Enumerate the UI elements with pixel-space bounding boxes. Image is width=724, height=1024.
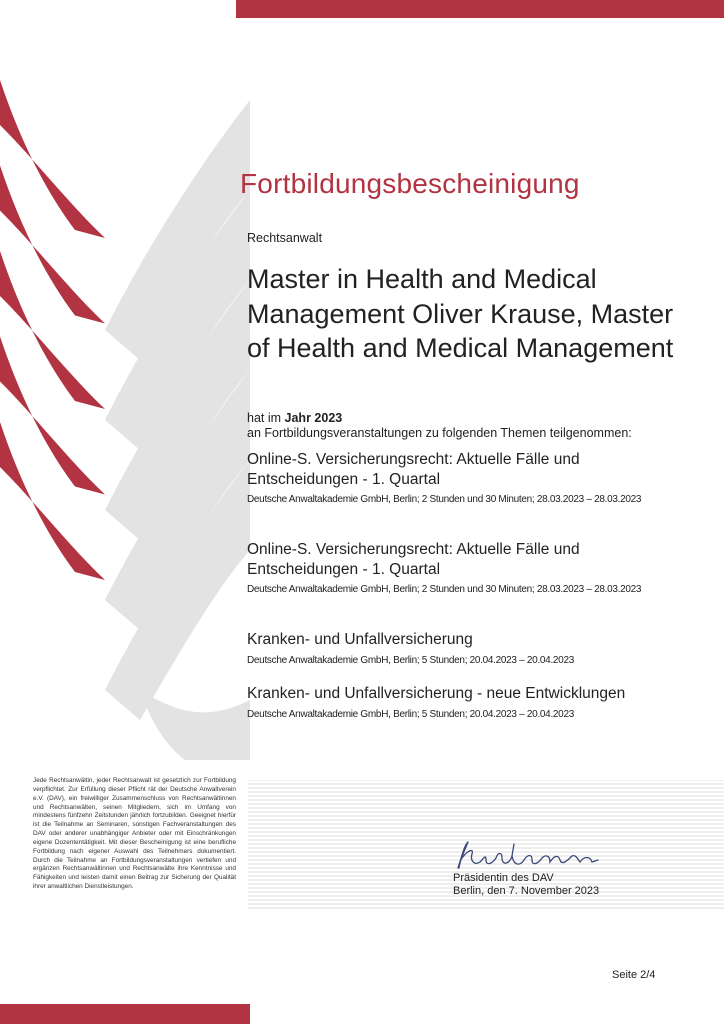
page-number: Seite 2/4 [612, 969, 656, 981]
course-item [247, 540, 677, 599]
course-item [247, 450, 677, 509]
signer-block [453, 872, 599, 898]
course-detail: Deutsche Anwaltakademie GmbH, Berlin; 5 Stunden; 20.04.2023 – 20.04.2023 [247, 654, 574, 666]
recipient-role: Rechtsanwalt [247, 231, 323, 245]
wave-decoration [0, 0, 250, 760]
course-detail: Deutsche Anwaltakademie GmbH, Berlin; 2 Stunden und 30 Minuten; 28.03.2023 – 28.03.2023 [247, 584, 642, 595]
bottom-accent-bar [0, 1004, 250, 1024]
grey-wave-band [140, 690, 250, 760]
place-date: Berlin, den 7. November 2023 [453, 885, 600, 897]
course-title: Kranken- und Unfallversicherung [247, 631, 473, 648]
recipient-name: Master in Health and Medical Management Oliver Krause, Master of Health and Medical Management [247, 264, 674, 363]
course-title: Online-S. Versicherungsrecht: Aktuelle Fälle und Entscheidungen - 1. Quartal [247, 451, 580, 488]
course-item [247, 630, 677, 670]
intro-text [247, 411, 632, 441]
course-title: Kranken- und Unfallversicherung - neue Entwicklungen [247, 685, 626, 702]
intro-line-2: an Fortbildungsveranstaltungen zu folgenden Themen teilgenommen: [247, 426, 632, 440]
handwritten-signature [450, 838, 610, 874]
document-title: Fortbildungsbescheinigung [240, 168, 580, 199]
intro-prefix: hat im [247, 411, 282, 425]
course-detail: Deutsche Anwaltakademie GmbH, Berlin; 5 Stunden; 20.04.2023 – 20.04.2023 [247, 708, 574, 720]
year-label: Jahr [284, 411, 311, 425]
top-accent-bar [236, 0, 724, 18]
course-title: Online-S. Versicherungsrecht: Aktuelle Fälle und Entscheidungen - 1. Quartal [247, 541, 580, 578]
year: 2023 [314, 411, 343, 425]
legal-notice: Jede Rechtsanwältin, jeder Rechtsanwalt ist gesetzlich zur Fortbildung verpflichtet. Zur Erfüllung dieser Pflicht rät der Deutsche Anwaltverein e.V. (DAV), ein freiwilliger Zusammenschluss von Rechtsanwältinnen und Rechtsanwälten, seinen Mitgliedern, sich im Umfang von mindestens fünfzehn Zeitstunden jährlich fortzubilden. Geeignet hierfür ist die Teilnahme an Seminaren, sonstigen Fachveranstaltungen des DAV oder anderer unabhängiger Anbieter oder mit Einschränkungen eigene Dozententätigkeit. Mit dieser Bescheinigung ist eine berufliche Fortbildung nach eigener Auswahl des Teilnehmers dokumentiert. Durch die Teilnahme an Fortbildungsveranstaltungen vertiefen und ergänzen Rechtsanwältinnen und Rechtsanwälte ihre Kenntnisse und Fähigkeiten und leisten damit einen Beitrag zur Sicherung der Qualität ihrer anwaltlichen Dienstleistungen. [33, 777, 236, 891]
course-detail: Deutsche Anwaltakademie GmbH, Berlin; 2 Stunden und 30 Minuten; 28.03.2023 – 28.03.2023 [247, 494, 642, 505]
signer-title: Präsidentin des DAV [453, 872, 554, 884]
course-item [247, 684, 677, 724]
